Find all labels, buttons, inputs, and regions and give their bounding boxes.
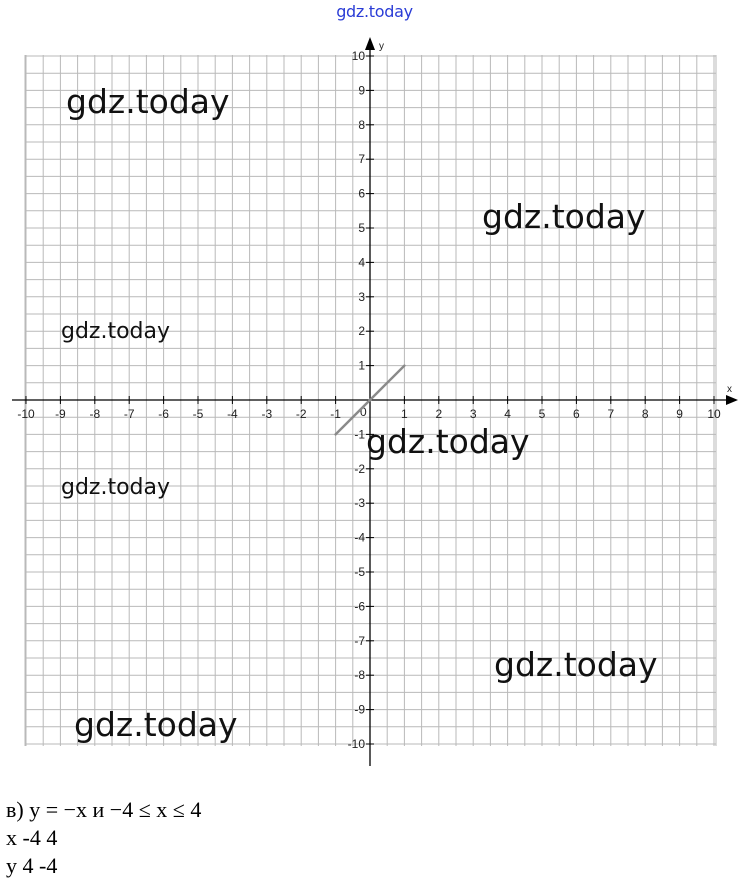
y-tick-label: 9 xyxy=(358,83,365,98)
y-tick-label: 4 xyxy=(358,255,365,270)
solution-text xyxy=(6,796,201,880)
x-tick-label: -8 xyxy=(89,407,101,421)
y-tick-label: -3 xyxy=(354,496,365,511)
x-tick-label: -9 xyxy=(55,407,66,421)
x-tick-label: -1 xyxy=(330,407,341,421)
y-tick-label: 2 xyxy=(358,324,365,339)
x-tick-label: 3 xyxy=(469,407,477,421)
x-tick-label: 9 xyxy=(676,407,683,421)
x-tick-label: -10 xyxy=(17,407,35,421)
y-axis-label: y xyxy=(379,41,384,52)
x-tick-label: 1 xyxy=(401,407,408,421)
watermark-text: gdz.today xyxy=(74,705,238,744)
y-tick-label: -4 xyxy=(354,530,365,545)
x-tick-label: -6 xyxy=(158,407,169,421)
y-tick-label: -1 xyxy=(354,427,365,442)
watermark-text: gdz.today xyxy=(61,319,171,344)
watermark-text: gdz.today xyxy=(366,422,530,461)
x-tick-label: 7 xyxy=(607,407,615,421)
x-tick-label: -5 xyxy=(192,407,204,421)
x-tick-label: -2 xyxy=(295,407,307,421)
y-tick-label: 3 xyxy=(358,289,365,304)
x-tick-label: 5 xyxy=(538,407,546,421)
y-tick-label: -8 xyxy=(354,668,365,683)
watermark-text: gdz.today xyxy=(494,645,658,684)
y-tick-label: 7 xyxy=(358,152,365,167)
watermark-text: gdz.today xyxy=(61,475,171,500)
y-tick-label: -5 xyxy=(354,565,365,579)
x-tick-label: -3 xyxy=(261,407,273,421)
x-tick-label: 10 xyxy=(707,407,721,421)
y-tick-label: 6 xyxy=(358,186,365,201)
y-tick-label: 1 xyxy=(358,358,365,373)
y-tick-label: -2 xyxy=(354,461,365,476)
y-tick-label: 5 xyxy=(358,221,365,235)
x-axis-label: x xyxy=(727,384,732,395)
header-watermark: gdz.today xyxy=(336,2,413,21)
x-tick-label: 2 xyxy=(435,407,443,421)
solution-line-x-values: x -4 4 xyxy=(6,825,58,850)
watermark-text: gdz.today xyxy=(66,82,230,121)
y-tick-label: -6 xyxy=(354,599,365,614)
solution-line-function: в) y = −x и −4 ≤ x ≤ 4 xyxy=(6,797,202,822)
solution-line-y-values: y 4 -4 xyxy=(6,853,58,878)
y-tick-label: -7 xyxy=(354,633,365,648)
watermark-text: gdz.today xyxy=(482,197,646,236)
x-axis-arrow xyxy=(726,395,738,405)
x-tick-label: -4 xyxy=(227,407,238,421)
y-axis-arrow xyxy=(365,37,375,50)
y-tick-label: -10 xyxy=(347,737,365,751)
y-tick-label: 8 xyxy=(358,117,365,132)
x-tick-label: 4 xyxy=(504,407,511,421)
x-tick-label: 6 xyxy=(573,407,580,421)
y-tick-label: -9 xyxy=(354,702,365,717)
origin-label: 0 xyxy=(360,405,367,419)
x-tick-label: 8 xyxy=(641,407,649,421)
x-tick-label: -7 xyxy=(123,407,135,421)
y-tick-label: 10 xyxy=(351,49,365,63)
